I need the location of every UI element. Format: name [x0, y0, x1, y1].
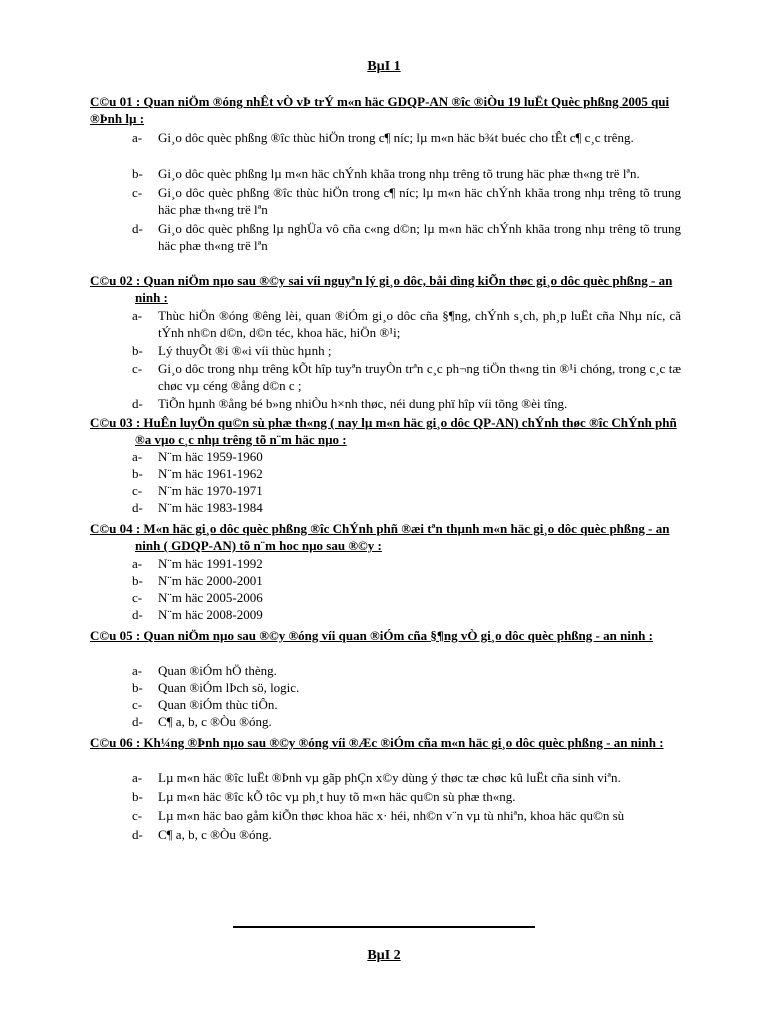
- question-2-options: [132, 307, 681, 412]
- option-a: a- Quan ®iÓm hÖ thèng.: [132, 663, 277, 678]
- option-b: b- Gi¸o dôc quèc phßng lµ m«n häc chÝnh khãa trong nhµ trêng tõ trung häc phæ th«ng trë lªn.: [132, 166, 640, 181]
- option-b: b- Lý thuyÕt ®i ®«i víi thùc hµnh ;: [132, 343, 332, 358]
- option-b: b- Lµ m«n häc ®îc kÕ tôc vµ ph¸t huy tõ m«n häc qu©n sù phæ th«ng.: [132, 789, 516, 804]
- option-a: a- N¨m häc 1959-1960: [132, 449, 263, 464]
- option-a: a- Lµ m«n häc ®îc luËt ®Þnh vµ gãp phÇn x©y dùng ý thøc tæ chøc kû luËt cña sinh viªn.: [132, 770, 621, 785]
- question-6-options: [132, 769, 681, 843]
- option-a: a- Thùc hiÖn ®óng ®êng lèi, quan ®iÓm gi¸o dôc cña §¶ng, chÝnh s¸ch, ph¸p luËt cña Nhµ níc, cã tÝnh nh©n d©n, d©n téc, khoa häc, hiÖn ®¹i;: [132, 308, 681, 340]
- question-4: C©u 04 : M«n häc gi¸o dôc quèc phßng ®îc ChÝnh phñ ®æi tªn thµnh m«n häc gi¸o dôc quèc phßng - an ninh ( GDQP-AN) tõ n¨m hoc nµo sau ®©y :: [90, 521, 670, 553]
- option-d: d- TiÕn hµnh ®ång bé b»ng nhiÒu h×nh thøc, néi dung phï hîp víi tõng ®èi tîng.: [132, 396, 568, 411]
- option-d: d- Gi¸o dôc quèc phßng lµ nghÜa vô cña c«ng d©n; lµ m«n häc chÝnh khãa trong nhµ trêng tõ trung häc phæ th«ng trë lªn: [132, 221, 681, 253]
- option-c: c- N¨m häc 1970-1971: [132, 483, 263, 498]
- question-6: C©u 06 : Kh¼ng ®Þnh nµo sau ®©y ®óng víi ®Æc ®iÓm cña m«n häc gi¸o dôc quèc phßng - an ninh :: [90, 735, 664, 750]
- question-5: C©u 05 : Quan niÖm nµo sau ®©y ®óng víi quan ®iÓm cña §¶ng vÒ gi¸o dôc quèc phßng - an ninh :: [90, 628, 653, 643]
- option-d: d- C¶ a, b, c ®Òu ®óng.: [132, 714, 272, 729]
- question-3-options: [132, 448, 681, 516]
- question-2: C©u 02 : Quan niÖm nµo sau ®©y sai víi nguyªn lý gi¸o dôc, båi dìng kiÕn thøc gi¸o dôc quèc phßng - an ninh :: [90, 273, 673, 305]
- option-b: b- N¨m häc 2000-2001: [132, 573, 263, 588]
- option-d: d- C¶ a, b, c ®Òu ®óng.: [132, 827, 272, 842]
- option-a: a- N¨m häc 1991-1992: [132, 556, 263, 571]
- question-3: C©u 03 : HuÊn luyÖn qu©n sù phæ th«ng ( nay lµ m«n häc gi¸o dôc QP-AN) chÝnh thøc ®îc ChÝnh phñ ®a vµo c¸c nhµ trêng tõ n¨m häc nµo :: [90, 415, 677, 447]
- option-c: c- Lµ m«n häc bao gåm kiÕn thøc khoa häc x· héi, nh©n v¨n vµ tù nhiªn, khoa häc qu©n sù: [132, 808, 625, 823]
- question-5-options: [132, 662, 681, 730]
- option-d: d- N¨m häc 2008-2009: [132, 607, 263, 622]
- option-b: b- Quan ®iÓm lÞch sö, logic.: [132, 680, 300, 695]
- option-d: d- N¨m häc 1983-1984: [132, 500, 263, 515]
- lesson-1-title: BµI 1: [367, 59, 401, 74]
- option-c: c- Gi¸o dôc trong nhµ trêng kÕt hîp tuyªn truyÒn trªn c¸c ph¬ng tiÖn th«ng tin ®¹i chóng, trong c¸c tæ chøc vµ céng ®ång d©n c ;: [132, 361, 681, 393]
- option-c: c- N¨m häc 2005-2006: [132, 590, 263, 605]
- option-b: b- N¨m häc 1961-1962: [132, 466, 263, 481]
- question-1: C©u 01 : Quan niÖm ®óng nhÊt vÒ vÞ trÝ m«n häc GDQP-AN ®îc ®iÒu 19 luËt Quèc phßng 2005 qui ®Þnh lµ :: [90, 94, 670, 126]
- question-4-options: [132, 555, 681, 623]
- option-c: c- Gi¸o dôc quèc phßng ®îc thùc hiÖn trong c¶ níc; lµ m«n häc chÝnh khãa trong nhµ trêng tõ trung häc phæ th«ng trë lªn: [132, 185, 681, 217]
- question-1-options: [132, 129, 681, 254]
- option-a: a- Gi¸o dôc quèc phßng ®îc thùc hiÖn trong c¶ níc; lµ m«n häc b¾t buéc cho tÊt c¶ c¸c trêng.: [132, 130, 634, 145]
- option-c: c- Quan ®iÓm thùc tiÔn.: [132, 697, 278, 712]
- lesson-2-title: BµI 2: [367, 948, 401, 963]
- section-divider: [233, 926, 535, 928]
